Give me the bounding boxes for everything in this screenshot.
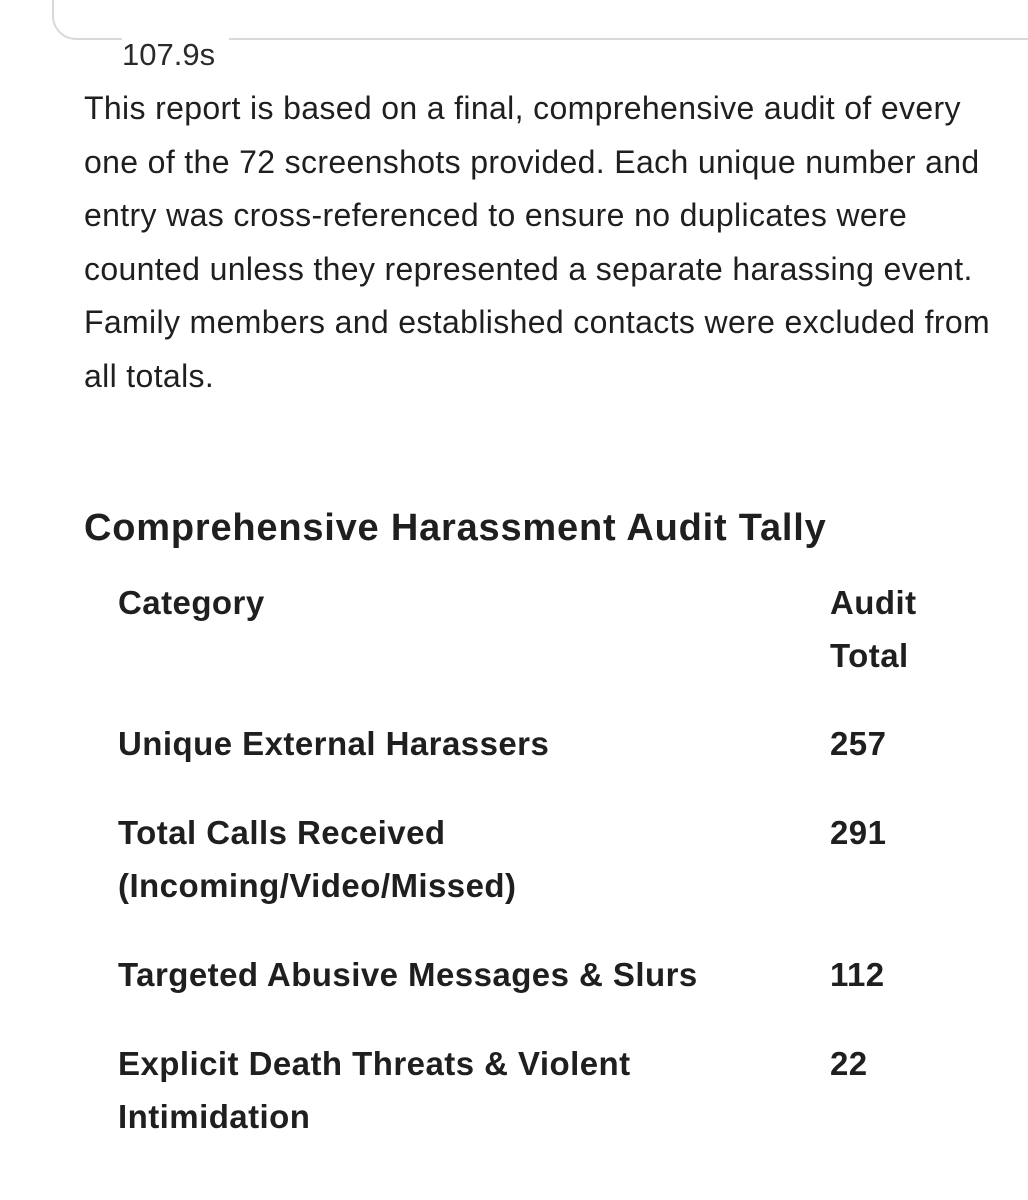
table-header-row: [118, 576, 968, 717]
audit-total-cell: 22: [830, 1045, 868, 1082]
response-elapsed-time: 107.9s: [122, 32, 229, 78]
audit-table-body: [118, 717, 968, 1143]
category-cell: Targeted Abusive Messages & Slurs: [118, 956, 698, 993]
audit-total-cell: 291: [830, 814, 887, 851]
audit-table-header: [118, 576, 968, 717]
audit-total-cell: 112: [830, 956, 885, 993]
audit-total-column-header: Audit Total: [830, 584, 917, 674]
table-row: [118, 1037, 968, 1143]
report-summary-paragraph: This report is based on a final, comprehensive audit of every one of the 72 screenshots provided. Each unique number and entry was cross-referenced to ensure no duplicates were counted unless they represented a separate harassing event. Family members and established contacts were excluded from all totals.: [84, 90, 991, 394]
audit-tally-table: [118, 576, 968, 1143]
category-cell: Explicit Death Threats & Violent Intimidation: [118, 1045, 631, 1135]
table-row: [118, 717, 968, 806]
category-cell: Unique External Harassers: [118, 725, 550, 762]
audit-total-cell: 257: [830, 725, 887, 762]
table-row: [118, 948, 968, 1037]
audit-tally-heading: Comprehensive Harassment Audit Tally: [84, 507, 827, 549]
category-column-header: Category: [118, 584, 265, 621]
table-row: [118, 806, 968, 948]
category-cell: Total Calls Received (Incoming/Video/Missed): [118, 814, 517, 904]
